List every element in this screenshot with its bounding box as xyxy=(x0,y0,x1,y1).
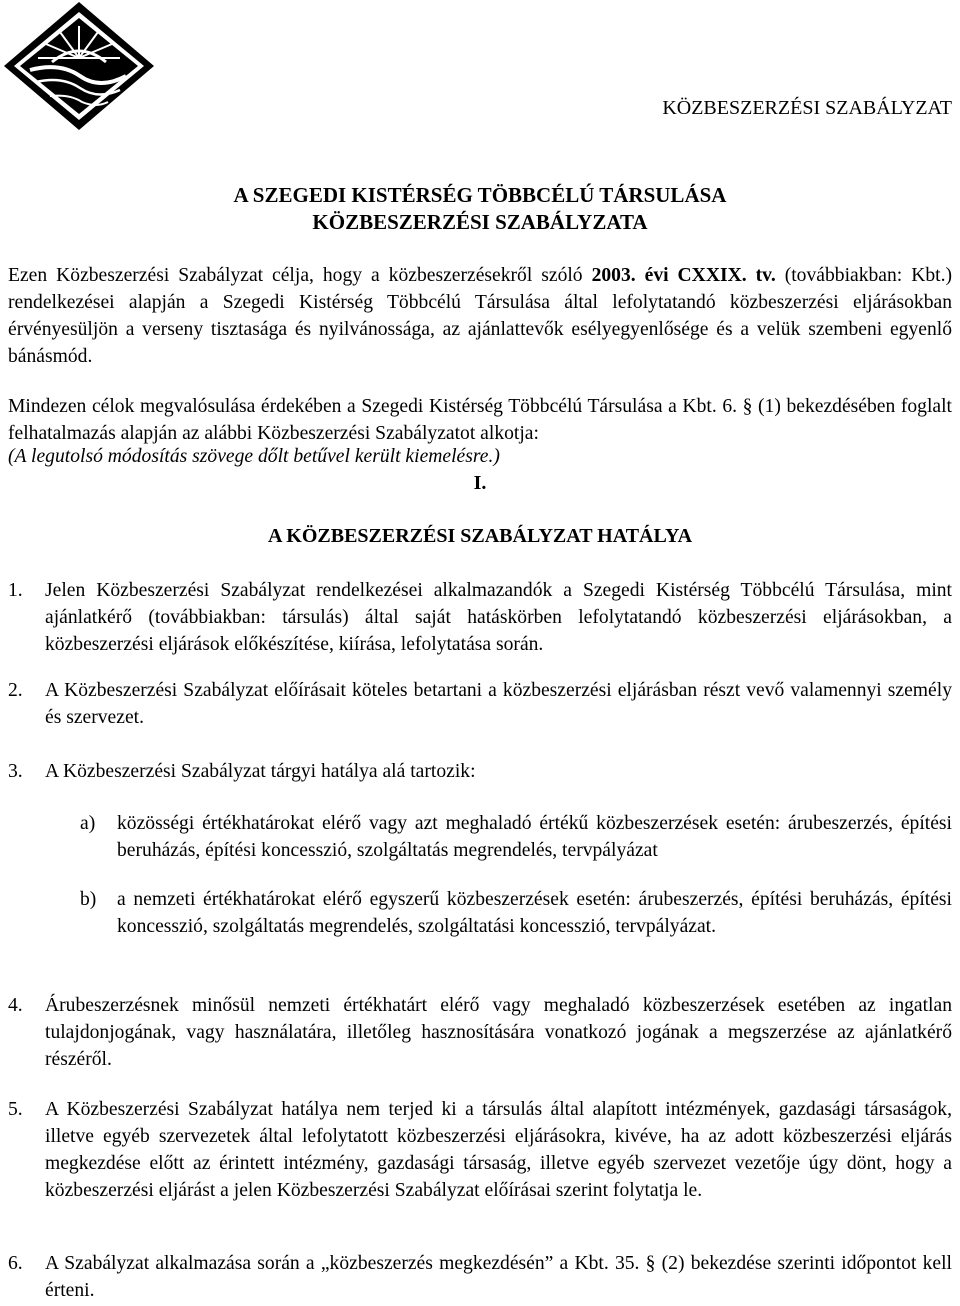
italic-note: (A legutolsó módosítás szövege dőlt betűvel került kiemelésre.) xyxy=(8,446,500,467)
sub-list-item-letter: b) xyxy=(80,889,97,910)
sub-list-item-text: a nemzeti értékhatárokat elérő egyszerű közbeszerzések esetén: árubeszerzés, építési beruházás, építési koncesszió, szolgáltatás megrendelés, szolgáltatási koncesszió, tervpályázat. xyxy=(117,889,952,937)
list-item-text: Jelen Közbeszerzési Szabályzat rendelkezései alkalmazandók a Szegedi Kistérség Többcélú Társulása, mint ajánlatkérő (továbbiakban: társulás) által saját hatáskörben lefolytatandó közbeszerzési eljárásokban, a közbeszerzési eljárások előkészítése, kiírása, lefolytatása során. xyxy=(45,580,952,655)
list-item-number: 4. xyxy=(8,995,23,1016)
intro-text-end: (továbbiakban: Kbt.) rendelkezései alapján a Szegedi Kistérség Többcélú Társulása által lefolytatandó közbeszerzési eljárásokban érvényesüljön a verseny tisztasága és nyilvánossága, az ajánlattevők esélyegyenlősége és a velük szembeni egyenlő bánásmód. xyxy=(8,265,953,367)
list-item-text: A Szabályzat alkalmazása során a „közbeszerzés megkezdésén” a Kbt. 35. § (2) bekezdése szerinti időpontot kell érteni. xyxy=(45,1253,952,1301)
logo-emblem-icon xyxy=(0,0,158,132)
intro-text-start: Ezen Közbeszerzési Szabályzat célja, hogy a közbeszerzésekről szóló xyxy=(8,265,592,286)
list-item-number: 5. xyxy=(8,1099,23,1120)
list-item-text: A Közbeszerzési Szabályzat hatálya nem terjed ki a társulás által alapított intézmények, gazdasági társaságok, illetve egyéb szervezetek által lefolytatott közbeszerzési eljárásokra, kivéve, ha az adott közbeszerzési eljárás megkezdése előtt az érintett intézmény, gazdasági társaság, illetve egyéb szervezet vezetője úgy dönt, hogy a közbeszerzési eljárást a jelen Közbeszerzési Szabályzat előírásai szerint folytatja le. xyxy=(45,1099,952,1201)
sub-list-item-text: közösségi értékhatárokat elérő vagy azt meghaladó értékű közbeszerzések esetén: árubeszerzés, építési beruházás, építési koncesszió, szolgáltatás megrendelés, tervpályázat xyxy=(117,813,952,861)
document-title-line-1: A SZEGEDI KISTÉRSÉG TÖBBCÉLÚ TÁRSULÁSA xyxy=(233,183,727,207)
section-title: A KÖZBESZERZÉSI SZABÁLYZAT HATÁLYA xyxy=(267,525,693,547)
list-item-number: 2. xyxy=(8,680,23,701)
intro-paragraph xyxy=(8,262,952,370)
list-item-number: 6. xyxy=(8,1253,23,1274)
list-item-number: 1. xyxy=(8,580,23,601)
running-header: KÖZBESZERZÉSI SZABÁLYZAT xyxy=(662,97,952,119)
list-item-text: A Közbeszerzési Szabályzat tárgyi hatálya alá tartozik: xyxy=(45,761,476,782)
section-number: I. xyxy=(473,472,487,494)
intro-law-reference: 2003. évi CXXIX. tv. xyxy=(591,265,776,286)
sub-list-item-letter: a) xyxy=(80,813,96,834)
authorization-paragraph: Mindezen célok megvalósulása érdekében a Szegedi Kistérség Többcélú Társulása a Kbt. 6. § (1) bekezdésében foglalt felhatalmazás alapján az alábbi Közbeszerzési Szabályzatot alkotja: xyxy=(8,396,952,444)
list-item-text: Árubeszerzésnek minősül nemzeti értékhatárt elérő vagy meghaladó közbeszerzések esetében az ingatlan tulajdonjogának, vagy használatára, illetőleg hasznosítására vonatkozó jogának a megszerzése az ajánlatkérő részéről. xyxy=(45,995,952,1070)
document-title-line-2: KÖZBESZERZÉSI SZABÁLYZATA xyxy=(312,210,648,234)
list-item-number: 3. xyxy=(8,761,23,782)
list-item-text: A Közbeszerzési Szabályzat előírásait köteles betartani a közbeszerzési eljárásban részt vevő valamennyi személy és szervezet. xyxy=(45,680,952,728)
